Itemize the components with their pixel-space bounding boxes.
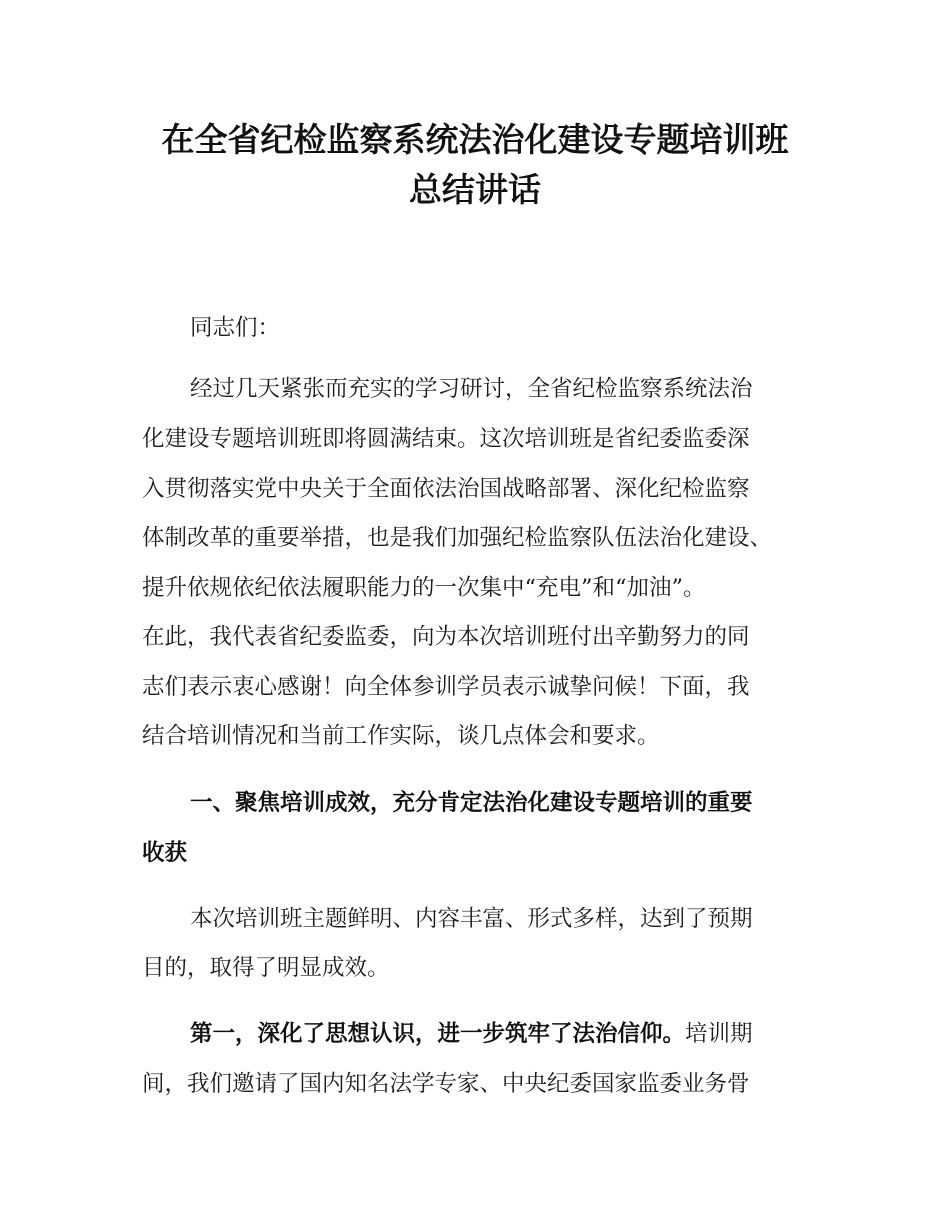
- document-title-line-1: 在全省纪检监察系统法治化建设专题培训班: [161, 120, 789, 159]
- section-heading-1-line-2: 收获: [142, 840, 188, 866]
- paragraph-1-line-8: 结合培训情况和当前工作实际，谈几点体会和要求。: [142, 723, 660, 749]
- paragraph-2-line-1: 本次培训班主题鲜明、内容丰富、形式多样，达到了预期: [190, 906, 753, 932]
- paragraph-1-line-6: 在此，我代表省纪委监委，向为本次培训班付出辛勤努力的同: [142, 624, 750, 650]
- paragraph-1-line-4: 体制改革的重要举措，也是我们加强纪检监察队伍法治化建设、: [142, 525, 773, 551]
- paragraph-3-line-2: 间，我们邀请了国内知名法学专家、中央纪委国家监委业务骨: [142, 1071, 750, 1097]
- paragraph-3-lead-rest: 培训期: [685, 1021, 753, 1047]
- salutation: 同志们：: [190, 315, 281, 341]
- document-title-line-2: 总结讲话: [409, 170, 541, 209]
- paragraph-3-bold-lead: 第一，深化了思想认识，进一步筑牢了法治信仰。: [190, 1021, 686, 1047]
- paragraph-1-line-1: 经过几天紧张而充实的学习研讨，全省纪检监察系统法治: [190, 376, 753, 402]
- paragraph-1-line-3: 入贯彻落实党中央关于全面依法治国战略部署、深化纪检监察: [142, 476, 750, 502]
- paragraph-1-line-2: 化建设专题培训班即将圆满结束。这次培训班是省纪委监委深: [142, 426, 750, 452]
- paragraph-1-line-7: 志们表示衷心感谢！向全体参训学员表示诚挚问候！下面，我: [142, 674, 750, 700]
- paragraph-3-line-1: [190, 1019, 753, 1049]
- paragraph-2-line-2: 目的，取得了明显成效。: [142, 955, 390, 981]
- section-heading-1-line-1: 一、聚焦培训成效，充分肯定法治化建设专题培训的重要: [190, 790, 753, 816]
- paragraph-1-line-5: 提升依规依纪依法履职能力的一次集中“充电”和“加油”。: [142, 575, 706, 601]
